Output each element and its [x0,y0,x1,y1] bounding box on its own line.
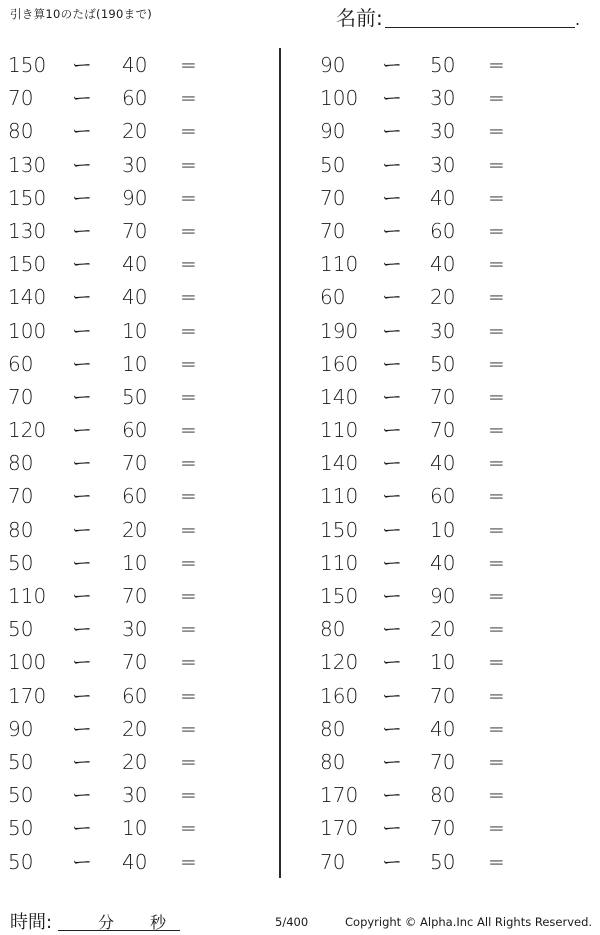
minus-sign: ー [72,119,92,144]
equals-sign: = [180,816,197,841]
minus-sign: ー [382,816,402,841]
name-label: 名前: [336,6,383,30]
equals-sign: = [488,185,505,210]
problem-row [300,579,600,612]
equals-sign: = [180,650,197,675]
problem-row [300,48,600,81]
problem-row [300,745,600,778]
subtrahend: 40 [122,53,148,77]
subtrahend: 40 [122,285,148,310]
equals-sign: = [488,218,505,243]
minuend: 160 [320,683,359,708]
minuend: 50 [320,152,346,177]
problem-column-right [300,48,600,878]
problem-row [300,612,600,645]
minuend: 80 [320,716,346,741]
problem-row [300,811,600,844]
subtrahend: 60 [122,683,148,708]
minus-sign: ー [382,152,402,177]
minuend: 110 [320,252,359,277]
minuend: 110 [320,484,359,509]
problem-row [300,347,600,380]
problem-row [0,181,270,214]
minus-sign: ー [382,517,402,542]
minus-sign: ー [382,849,402,874]
equals-sign: = [488,783,505,808]
minus-sign: ー [72,849,92,874]
equals-sign: = [180,749,197,774]
equals-sign: = [488,53,505,77]
minuend: 70 [8,384,34,409]
problem-row [0,114,270,147]
problem-row [0,778,270,811]
minuend: 170 [320,816,359,841]
subtrahend: 50 [122,384,148,409]
minus-sign: ー [72,53,92,77]
subtrahend: 10 [122,351,148,376]
problem-row [0,247,270,280]
equals-sign: = [488,584,505,608]
minuend: 130 [8,218,47,243]
problem-row [300,214,600,247]
copyright-notice: Copyright © Alpha.Inc All Rights Reserved. [345,915,593,929]
minuend: 80 [320,749,346,774]
subtrahend: 50 [430,53,456,77]
equals-sign: = [180,617,197,642]
subtrahend: 20 [122,749,148,774]
equals-sign: = [488,716,505,741]
minus-sign: ー [72,185,92,210]
subtrahend: 10 [430,517,456,542]
equals-sign: = [488,86,505,111]
minuend: 70 [320,849,346,874]
equals-sign: = [180,218,197,243]
problem-row [0,214,270,247]
page-number: 5/400 [275,915,309,929]
problem-row [0,314,270,347]
minus-sign: ー [382,418,402,443]
problem-row [300,114,600,147]
problem-row [300,712,600,745]
subtrahend: 40 [122,849,148,874]
problem-row [300,413,600,446]
problem-row [0,845,270,878]
minuend: 100 [8,318,47,343]
subtrahend: 20 [122,716,148,741]
equals-sign: = [488,484,505,509]
problem-row [0,612,270,645]
subtrahend: 70 [122,218,148,243]
minus-sign: ー [382,53,402,77]
problem-row [300,513,600,546]
worksheet-title: 引き算10のたば(190まで) [10,7,153,21]
equals-sign: = [180,683,197,708]
minuend: 50 [8,783,34,808]
problem-row [300,148,600,181]
subtrahend: 90 [122,185,148,210]
minus-sign: ー [382,617,402,642]
equals-sign: = [488,849,505,874]
equals-sign: = [180,517,197,542]
subtrahend: 30 [122,152,148,177]
equals-sign: = [488,517,505,542]
subtrahend: 60 [122,86,148,111]
equals-sign: = [180,351,197,376]
equals-sign: = [180,849,197,874]
subtrahend: 70 [430,384,456,409]
subtrahend: 30 [430,86,456,111]
minus-sign: ー [382,285,402,310]
minuend: 150 [8,185,47,210]
problem-row [300,81,600,114]
seconds-label: 秒 [150,913,167,932]
subtrahend: 50 [430,849,456,874]
subtrahend: 20 [430,617,456,642]
subtrahend: 70 [122,650,148,675]
subtrahend: 40 [430,716,456,741]
minuend: 100 [320,86,359,111]
minus-sign: ー [72,252,92,277]
problem-column-left [0,48,270,878]
problem-row [0,280,270,313]
problem-row [0,413,270,446]
problem-row [0,745,270,778]
minus-sign: ー [72,517,92,542]
equals-sign: = [180,716,197,741]
name-underline [385,27,575,28]
equals-sign: = [488,650,505,675]
minus-sign: ー [72,418,92,443]
minuend: 90 [320,119,346,144]
problem-row [300,446,600,479]
subtrahend: 10 [122,550,148,575]
subtrahend: 20 [430,285,456,310]
problem-row [0,347,270,380]
subtrahend: 40 [430,252,456,277]
subtrahend: 30 [430,119,456,144]
subtrahend: 20 [122,517,148,542]
equals-sign: = [488,318,505,343]
minuend: 170 [320,783,359,808]
subtrahend: 40 [122,252,148,277]
equals-sign: = [180,252,197,277]
minuend: 120 [320,650,359,675]
minuend: 140 [320,451,359,476]
minuend: 80 [320,617,346,642]
minus-sign: ー [72,218,92,243]
minus-sign: ー [382,650,402,675]
problem-row [0,148,270,181]
equals-sign: = [488,749,505,774]
problem-row [300,645,600,678]
minuend: 170 [8,683,47,708]
equals-sign: = [488,550,505,575]
subtrahend: 90 [430,584,456,608]
subtrahend: 10 [122,318,148,343]
problem-row [0,579,270,612]
subtrahend: 70 [122,451,148,476]
minuend: 80 [8,119,34,144]
problem-row [0,679,270,712]
minuend: 70 [8,86,34,111]
minuend: 100 [8,650,47,675]
column-divider [279,48,281,878]
equals-sign: = [488,384,505,409]
problem-row [0,513,270,546]
minus-sign: ー [72,749,92,774]
subtrahend: 70 [430,749,456,774]
minus-sign: ー [382,185,402,210]
minus-sign: ー [72,285,92,310]
equals-sign: = [488,152,505,177]
minus-sign: ー [382,749,402,774]
minus-sign: ー [382,783,402,808]
minuend: 80 [8,517,34,542]
subtrahend: 10 [430,650,456,675]
problem-row [300,181,600,214]
minuend: 50 [8,749,34,774]
equals-sign: = [488,119,505,144]
minuend: 70 [320,185,346,210]
equals-sign: = [180,384,197,409]
minus-sign: ー [72,683,92,708]
minuend: 60 [320,285,346,310]
subtrahend: 20 [122,119,148,144]
equals-sign: = [488,285,505,310]
minuend: 130 [8,152,47,177]
minuend: 190 [320,318,359,343]
problem-row [0,712,270,745]
problem-row [300,479,600,512]
minus-sign: ー [382,584,402,608]
subtrahend: 40 [430,185,456,210]
minuend: 150 [8,252,47,277]
problem-row [0,446,270,479]
minus-sign: ー [382,484,402,509]
minus-sign: ー [72,384,92,409]
subtrahend: 40 [430,451,456,476]
subtrahend: 30 [122,783,148,808]
problem-row [300,778,600,811]
minus-sign: ー [382,716,402,741]
equals-sign: = [180,185,197,210]
equals-sign: = [180,783,197,808]
equals-sign: = [180,119,197,144]
minus-sign: ー [72,617,92,642]
minuend: 140 [8,285,47,310]
subtrahend: 70 [430,418,456,443]
minuend: 150 [320,517,359,542]
minus-sign: ー [382,384,402,409]
minus-sign: ー [382,550,402,575]
equals-sign: = [180,550,197,575]
subtrahend: 60 [430,218,456,243]
equals-sign: = [488,816,505,841]
minuend: 140 [320,384,359,409]
minus-sign: ー [382,351,402,376]
minus-sign: ー [72,152,92,177]
minus-sign: ー [382,218,402,243]
equals-sign: = [180,86,197,111]
subtrahend: 30 [122,617,148,642]
equals-sign: = [180,451,197,476]
minus-sign: ー [72,484,92,509]
minuend: 150 [8,53,47,77]
equals-sign: = [180,318,197,343]
problem-row [300,314,600,347]
equals-sign: = [180,484,197,509]
equals-sign: = [488,252,505,277]
minuend: 110 [320,550,359,575]
subtrahend: 70 [430,683,456,708]
minus-sign: ー [382,451,402,476]
minuend: 90 [8,716,34,741]
problem-row [300,546,600,579]
minuend: 120 [8,418,47,443]
minus-sign: ー [72,351,92,376]
minus-sign: ー [72,318,92,343]
subtrahend: 60 [122,418,148,443]
minus-sign: ー [72,816,92,841]
problem-row [0,81,270,114]
minuend: 50 [8,849,34,874]
name-end-mark: . [575,10,581,29]
equals-sign: = [180,584,197,608]
problem-row [300,247,600,280]
minus-sign: ー [382,86,402,111]
equals-sign: = [180,53,197,77]
subtrahend: 10 [122,816,148,841]
subtrahend: 70 [430,816,456,841]
minuend: 70 [8,484,34,509]
problem-row [0,645,270,678]
equals-sign: = [488,351,505,376]
minus-sign: ー [72,86,92,111]
problem-row [300,280,600,313]
subtrahend: 40 [430,550,456,575]
minus-sign: ー [72,716,92,741]
equals-sign: = [488,617,505,642]
equals-sign: = [180,285,197,310]
subtrahend: 50 [430,351,456,376]
minus-sign: ー [72,783,92,808]
minutes-label: 分 [98,913,115,932]
minuend: 110 [320,418,359,443]
subtrahend: 30 [430,152,456,177]
minuend: 110 [8,584,47,608]
minuend: 160 [320,351,359,376]
minus-sign: ー [382,683,402,708]
subtrahend: 30 [430,318,456,343]
minus-sign: ー [72,584,92,608]
problem-row [0,811,270,844]
minuend: 70 [320,218,346,243]
equals-sign: = [488,418,505,443]
problem-row [300,679,600,712]
minus-sign: ー [382,252,402,277]
problem-row [0,380,270,413]
minuend: 50 [8,617,34,642]
minus-sign: ー [382,119,402,144]
equals-sign: = [488,451,505,476]
subtrahend: 80 [430,783,456,808]
subtrahend: 60 [430,484,456,509]
problem-row [0,48,270,81]
minuend: 90 [320,53,346,77]
problem-row [300,380,600,413]
problem-row [300,845,600,878]
time-label: 時間: [10,912,53,933]
equals-sign: = [180,418,197,443]
minus-sign: ー [72,451,92,476]
minus-sign: ー [72,550,92,575]
subtrahend: 70 [122,584,148,608]
minus-sign: ー [72,650,92,675]
equals-sign: = [180,152,197,177]
problem-row [0,479,270,512]
minuend: 60 [8,351,34,376]
minus-sign: ー [382,318,402,343]
subtrahend: 60 [122,484,148,509]
minuend: 80 [8,451,34,476]
minuend: 150 [320,584,359,608]
minuend: 50 [8,550,34,575]
minuend: 50 [8,816,34,841]
problem-row [0,546,270,579]
equals-sign: = [488,683,505,708]
